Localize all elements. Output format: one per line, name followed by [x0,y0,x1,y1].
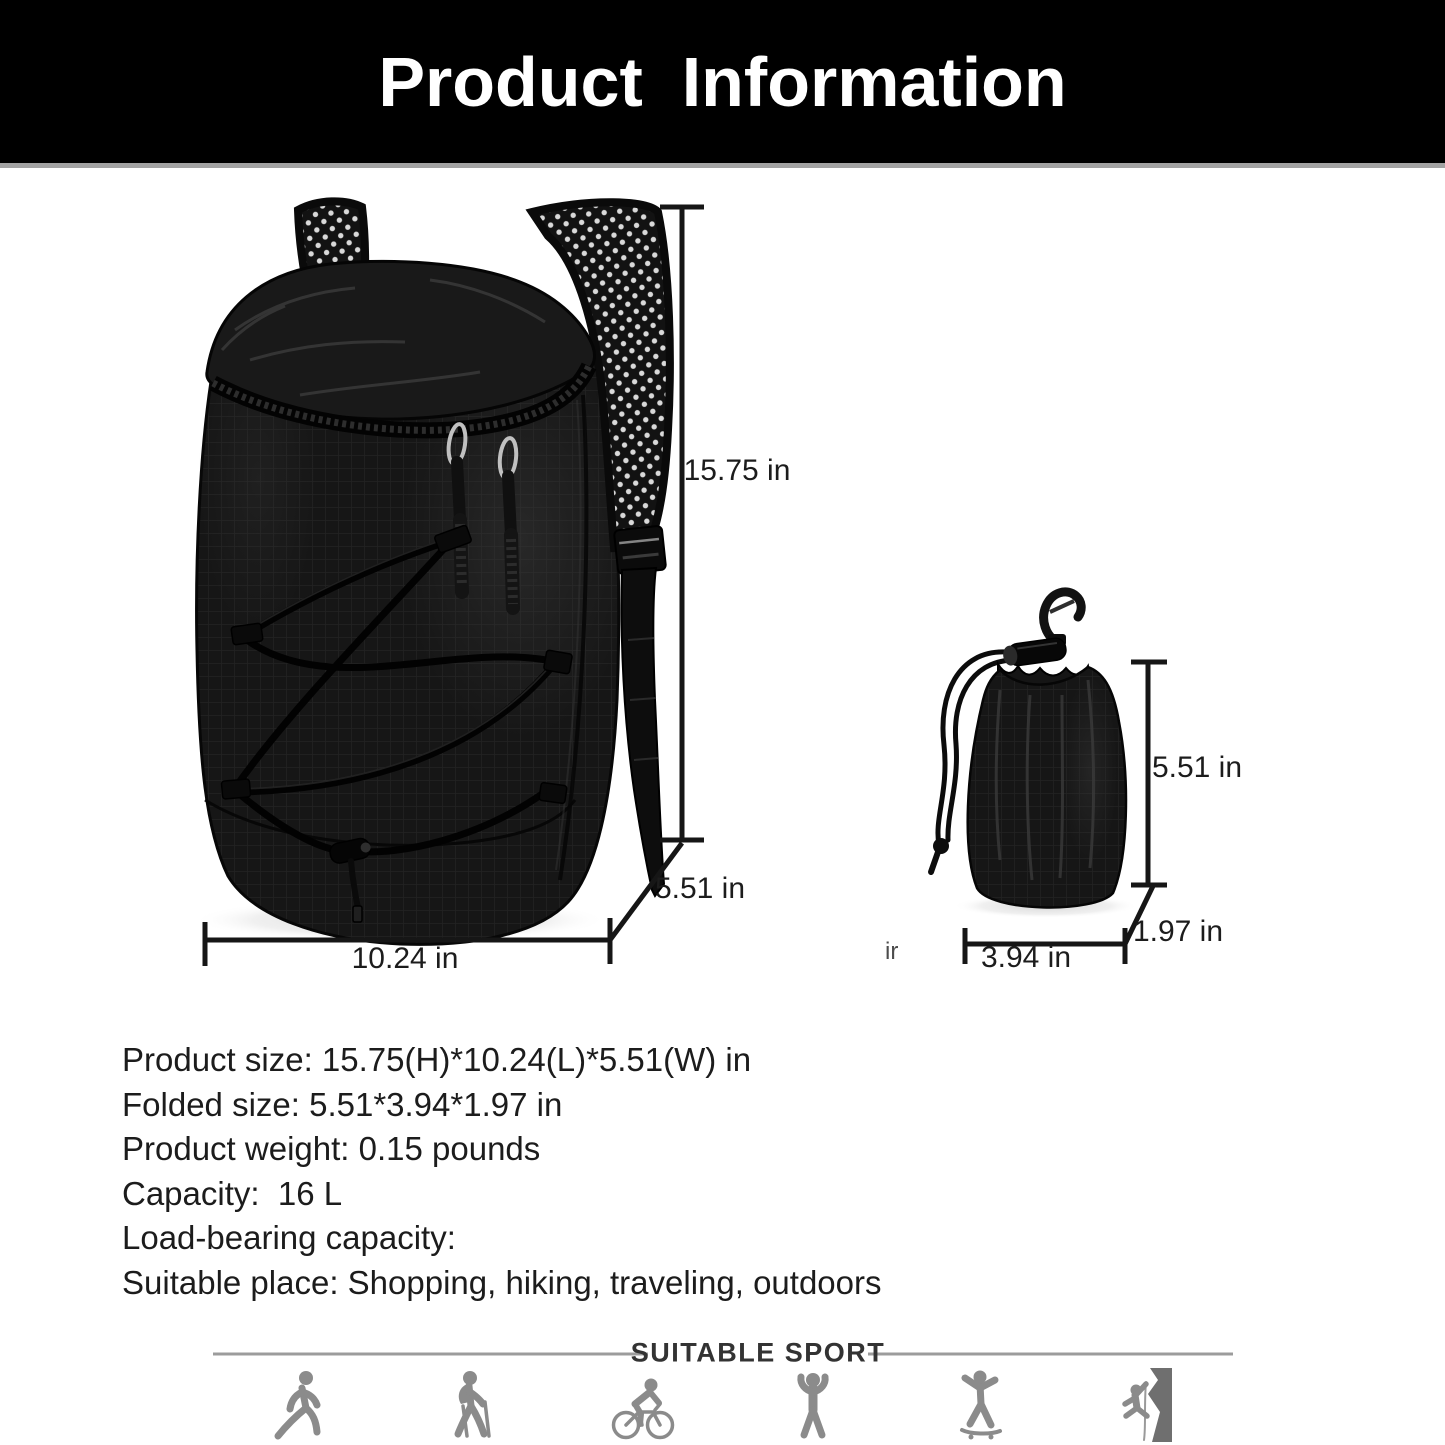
fitness-icon [801,1373,825,1435]
strap-webbing [622,568,665,896]
hiking-icon [458,1371,489,1436]
pouch-sheen [1062,675,1118,865]
watermark-fragment: ir [885,938,899,965]
page-title: Product Information [378,42,1067,121]
pouch-depth-label: 1.97 in [1132,915,1224,948]
skateboarding-icon [962,1371,1000,1440]
pouch-height-label: 5.51 in [1151,751,1243,784]
drawstring-tip [931,852,938,872]
running-icon [278,1371,317,1436]
backpack-width-label: 10.24 in [351,942,459,975]
spec-load-bearing: Load-bearing capacity: [122,1219,456,1257]
strap-buckle [614,526,666,575]
cycling-icon [614,1379,673,1438]
spec-list [122,1038,1222,1306]
backpack-height-label: 15.75 in [683,454,791,487]
spec-product-size: Product size: 15.75(H)*10.24(L)*5.51(W) in [122,1041,752,1078]
spec-suitable-place: Suitable place: Shopping, hiking, traveling, outdoors [122,1263,882,1301]
backpack-illustration [192,201,670,944]
rock-climbing-icon [1125,1368,1172,1442]
pouch-clip [1044,592,1082,646]
pouch-width-label: 3.94 in [980,941,1072,974]
spec-folded-size: Folded size: 5.51*3.94*1.97 in [122,1085,563,1123]
pouch-toggle [1002,637,1067,668]
suitable-sport-title: SUITABLE SPORT [630,1337,886,1368]
sport-icons [278,1368,1172,1442]
top-flap [207,261,595,419]
spec-capacity: Capacity: 16 L [122,1174,343,1212]
backpack-depth-label: 5.51 in [654,872,746,905]
pouch-illustration [931,592,1138,918]
spec-product-weight: Product weight: 0.15 pounds [122,1130,541,1168]
